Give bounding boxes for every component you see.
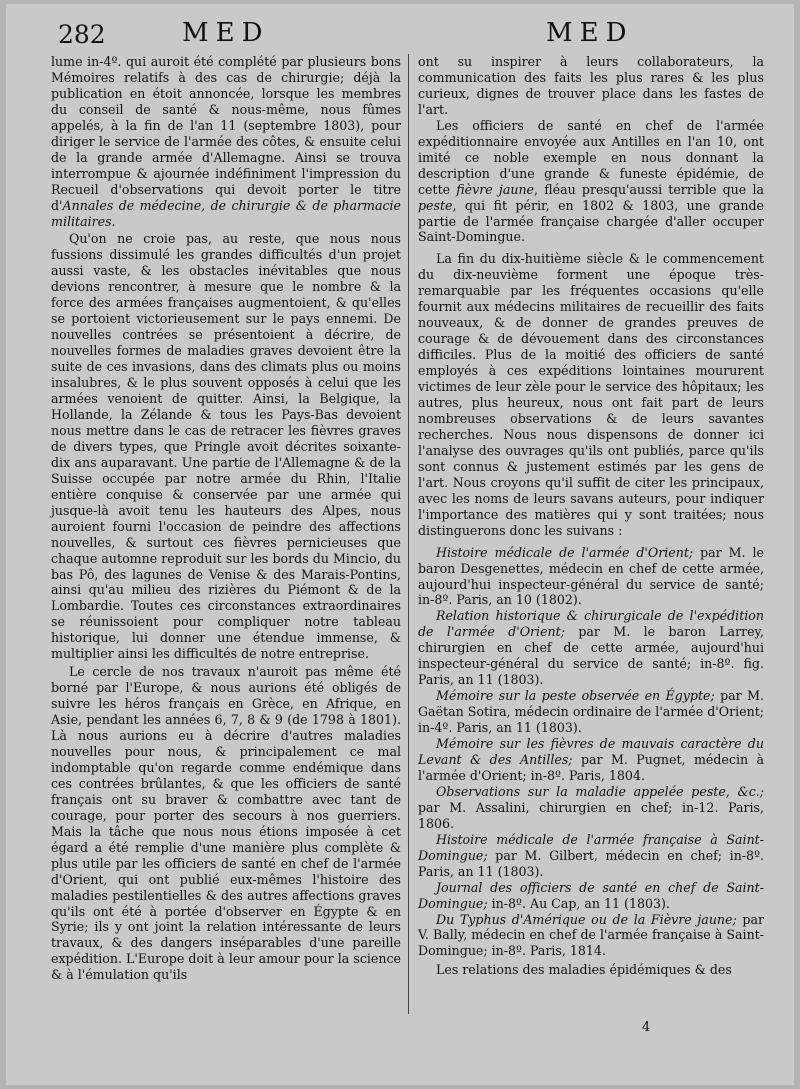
column-divider [408, 54, 409, 1014]
paragraph: Le cercle de nos travaux n'auroit pas même été borné par l'Europe, & nous aurions été obligés de suivre les héros français en Grèce, en Afrique, en Asie, pendant les années 6, 7, 8 & 9 (de 1798 à 1801). Là nous aurions eu à décrire d'autres maladies nouvelles pour nous, & principalement ce mal indomptable qu'on regarde comme endémique dans ces contrées brûlantes, & que les officiers de santé français ont su braver & combattre avec tant de courage, pour porter des secours à nos guerriers. Mais la tâche que nous nous étions imposée à cet égard a été remplie d'une manière plus complète & plus utile par les officiers de santé en chef de l'armée d'Orient, qui ont publié eux-mêmes l'histoire des maladies pestilentielles & des autres affections graves qu'ils ont été à portée d'observer en Égypte & en Syrie; ils y ont joint la relation intéressante de leurs travaux, & des dangers inséparables d'une pareille expédition. L'Europe doit à leur amour pour la science & à l'émulation qu'ils [51, 664, 401, 983]
running-title-left: MED [182, 18, 270, 48]
paragraph: lume in-4º. qui auroit été complété par plusieurs bons Mémoires relatifs à des cas de chirurgie; déjà la publication en étoit annoncée, lorsque les membres du conseil de santé & nous-même, nous fûmes appelés, à la fin de l'an 11 (septembre 1803), pour diriger le service de l'armée des côtes, & ensuite celui de la grande armée d'Allemagne. Ainsi se trouva interrompue & ajournée indéfiniment l'impression du Recueil d'observations qui devoit porter le titre d'Annales de médecine, de chirurgie & de pharmacie militaires. [51, 54, 401, 229]
bibliography-entry: Histoire médicale de l'armée française à Saint-Domingue; par M. Gilbert, médecin en chef; in-8º. Paris, an 11 (1803). [418, 831, 764, 879]
signature-mark: 4 [642, 1020, 651, 1035]
running-title-right: MED [546, 18, 634, 48]
page-number: 282 [58, 20, 106, 49]
bibliography-entry: Relation historique & chirurgicale de l'expédition de l'armée d'Orient; par M. le baron Larrey, chirurgien en chef de cette armée, aujourd'hui inspecteur-général du service de santé; in-8º. fig. Paris, an 11 (1803). [418, 608, 765, 688]
paragraph: La fin du dix-huitième siècle & le commencement du dix-neuvième forment une époque très-remarquable par les fréquentes occasions qu'elle fournit aux médecins militaires de recueillir des faits nouveaux, & de donner de grandes preuves de courage & de dévouement dans des circonstances difficiles. Plus de la moitié des officiers de santé employés à ces expéditions lointaines moururent victimes de leur zèle pour le service des hôpitaux; les autres, plus heureux, nous ont fait part de leurs nombreuses observations & de leurs savantes recherches. Nous nous dispensons de donner ici l'analyse des ouvrages qu'ils ont publiés, parce qu'ils sont connus & justement estimés par les gens de l'art. Nous croyons qu'il suffit de citer les principaux, avec les noms de leurs savans auteurs, pour indiquer l'importance des matières qui y sont traitées; nous distinguerons donc les suivans : [418, 251, 764, 538]
running-header [6, 18, 794, 52]
bibliography-entry: Mémoire sur la peste observée en Égypte; par M. Gaëtan Sotira, médecin ordinaire de l'armée d'Orient; in-4º. Paris, an 11 (1803). [418, 688, 764, 736]
paragraph: Qu'on ne croie pas, au reste, que nous nous fussions dissimulé les grandes difficultés d'un projet aussi vaste, & les obstacles inévitables que nous devions rencontrer, à mesure que le nombre & la force des armées françaises augmentoient, & qu'elles se portoient victorieusement sur le pays ennemi. De nouvelles contrées se présentoient à décrire, de nouvelles formes de maladies graves devoient être la suite de ces invasions, dans des climats plus ou moins insalubres, & le plus souvent opposés à celui que les armées venoient de quitter. Ainsi, la Belgique, la Hollande, la Zélande & tous les Pays-Bas devoient nous mettre dans le cas de retracer les fièvres graves de divers types, que Pringle avoit décrites soixante-dix ans auparavant. Une partie de l'Allemagne & de la Suisse occupée par notre armée du Rhin, l'Italie entière conquise & conservée par une armée qui jusque-là avoit tenu les hauteurs des Alpes, nous auroient fourni l'occasion de peindre des affections nouvelles, & surtout ces fièvres pernicieuses que chaque automne reproduit sur les bords du Mincio, du bas Pô, des lagunes de Venise & des Marais-Pontins, ainsi qu'au milieu des rizières du Piémont & de la Lombardie. Toutes ces circonstances extraordinaires se réunissoient pour compliquer notre tableau historique, lui donner une étendue immense, & multiplier ainsi les difficultés de notre entreprise. [51, 231, 401, 662]
bibliography-entry: Mémoire sur les fièvres de mauvais caractère du Levant & des Antilles; par M. Pugnet, médecin à l'armée d'Orient; in-8º. Paris, 1804. [418, 736, 765, 783]
left-column [51, 54, 401, 983]
book-page [6, 4, 794, 1085]
paragraph: Les relations des maladies épidémiques & des [436, 962, 732, 978]
bibliography-entry: Histoire médicale de l'armée d'Orient; par M. le baron Desgenettes, médecin en chef de cette armée, aujourd'hui inspecteur-général du service de santé; in-8º. Paris, an 10 (1802). [418, 544, 764, 608]
paragraph: ont su inspirer à leurs collaborateurs, la communication des faits les plus rares & les plus curieux, dignes de trouver place dans les fastes de l'art. [418, 54, 764, 117]
paragraph: Les officiers de santé en chef de l'armée expéditionnaire envoyée aux Antilles en l'an 10, ont imité ce noble exemple en nous donnant la description d'une grande & funeste épidémie, de cette fièvre jaune, fléau presqu'aussi terrible que la peste, qui fit périr, en 1802 & 1803, une grande partie de l'armée française chargée d'aller occuper Saint-Domingue. [418, 117, 764, 245]
journal-title: Annales de médecine, de chirurgie & de pharmacie militaires. [51, 197, 401, 229]
right-column [418, 54, 764, 978]
bibliography-entry: Observations sur la maladie appelée peste, &c.; par M. Assalini, chirurgien en chef; in-12. Paris, 1806. [418, 783, 764, 831]
bibliography-entry: Du Typhus d'Amérique ou de la Fièvre jaune; par V. Bally, médecin en chef de l'armée française à Saint-Domingue; in-8º. Paris, 1814. [418, 911, 765, 959]
bibliography-entry: Journal des officiers de santé en chef de Saint-Domingue; in-8º. Au Cap, an 11 (1803). [418, 879, 764, 911]
